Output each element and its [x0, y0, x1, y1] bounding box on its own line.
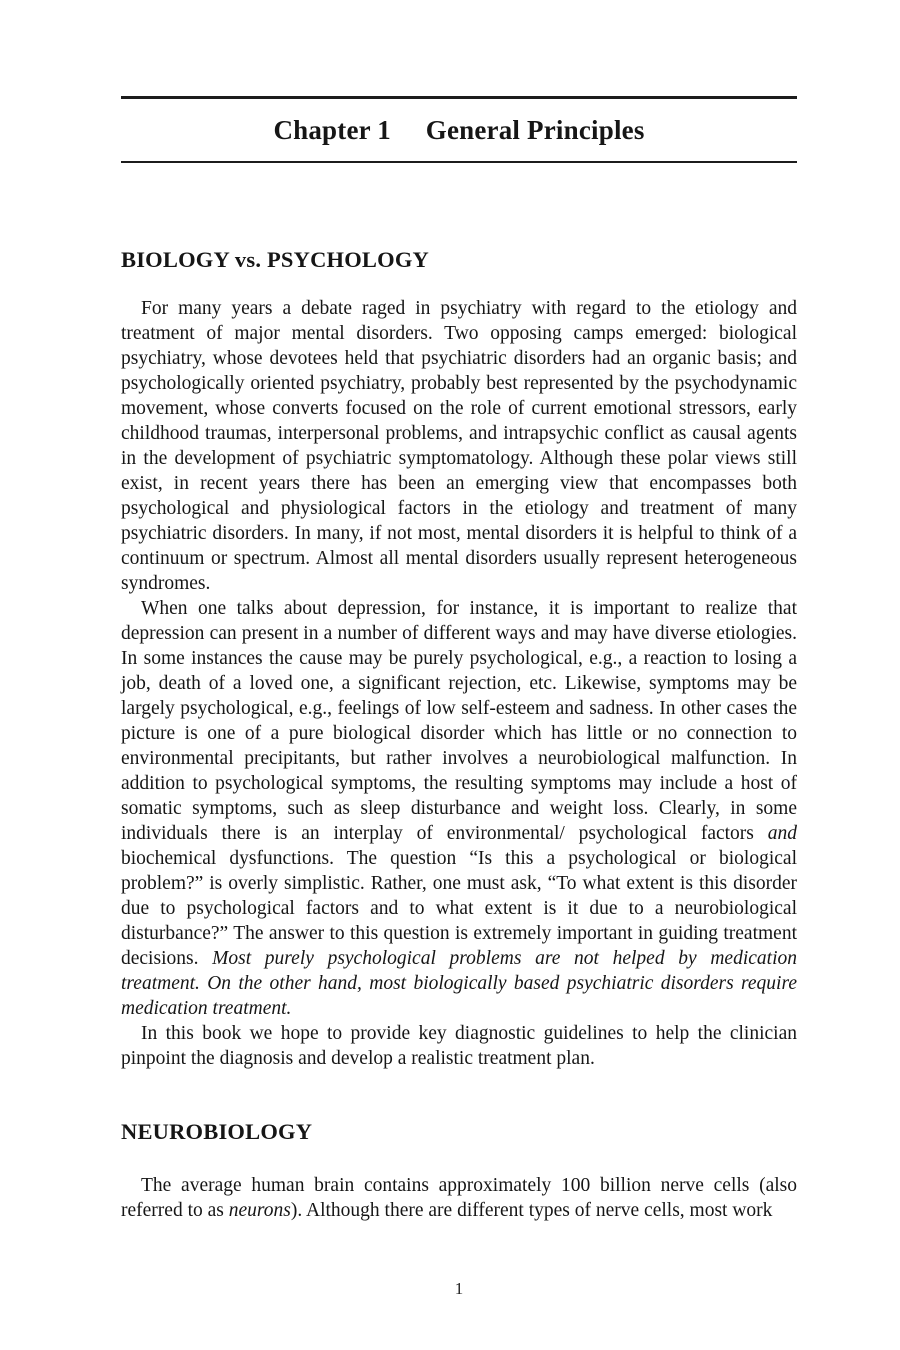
- paragraph-text-segment: biochemical dysfunctions. The question “Is this a psychological or biological problem?” is overly simplistic. Rather, one must ask, “To what extent is this disorder due to psychological factors and to what extent is it due to a neurobiological disturbance?” The answer to this question is extremely important in guiding treatment decisions.: [121, 848, 797, 969]
- page-number: 1: [454, 1279, 464, 1298]
- paragraph-text-segment: ). Although there are different types of nerve cells, most work: [290, 1200, 773, 1221]
- paragraph-text-segment: The average human brain contains approximately 100 billion nerve cells (also referred to as: [121, 1175, 797, 1221]
- section-biology-vs-psychology: [121, 246, 797, 1071]
- paragraph-debate-history: For many years a debate raged in psychiatry with regard to the etiology and treatment of major mental disorders. Two opposing camps emerged: biological psychiatry, whose devotees held that psychiatric disorders had an organic basis; and psychologically oriented psychiatry, probably best represented by the psychodynamic movement, whose converts focused on the role of current emotional stressors, early childhood traumas, interpersonal problems, and intrapsychic conflict as causal agents in the development of psychiatric symptomatology. Although these polar views still exist, in recent years there has been an emerging view that encompasses both psychological and physiological factors in the etiology and treatment of many psychiatric disorders. In many, if not most, mental disorders it is helpful to think of a continuum or spectrum. Almost all mental disorders usually represent heterogeneous syndromes.: [121, 298, 797, 594]
- paragraph-nerve-cells: [121, 1173, 797, 1223]
- section-neurobiology: [121, 1118, 797, 1223]
- paragraph-book-purpose: In this book we hope to provide key diagnostic guidelines to help the clinician pinpoint the diagnosis and develop a realistic treatment plan.: [121, 1023, 797, 1069]
- italic-neurons: neurons: [228, 1200, 291, 1221]
- chapter-title: Chapter 1 General Principles: [273, 115, 645, 145]
- section-heading-biology-vs-psychology: BIOLOGY vs. PSYCHOLOGY: [121, 247, 429, 272]
- italic-emphasis-and: and: [767, 823, 797, 844]
- section-heading-neurobiology: NEUROBIOLOGY: [121, 1119, 313, 1144]
- italic-treatment-principle: Most purely psychological problems are not helped by medication treatment. On the other hand, most biologically based psychiatric disorders require medication treatment.: [121, 948, 797, 1019]
- chapter-header: [121, 96, 797, 163]
- header-rule-bottom: [121, 161, 797, 163]
- paragraph-text-segment: When one talks about depression, for instance, it is important to realize that depression can present in a number of different ways and may have diverse etiologies. In some instances the cause may be purely psychological, e.g., a reaction to losing a job, death of a loved one, a significant rejection, etc. Likewise, symptoms may be largely psychological, e.g., feelings of low self-esteem and sadness. In other cases the picture is one of a pure biological disorder which has little or no connection to environmental precipitants, but rather involves a neurobiological malfunction. In addition to psychological symptoms, the resulting symptoms may include a host of somatic symptoms, such as sleep disturbance and weight loss. Clearly, in some individuals there is an interplay of environmental/ psychological factors: [121, 598, 797, 844]
- text-column: [121, 0, 797, 1223]
- paragraph-depression-example: [121, 596, 797, 1021]
